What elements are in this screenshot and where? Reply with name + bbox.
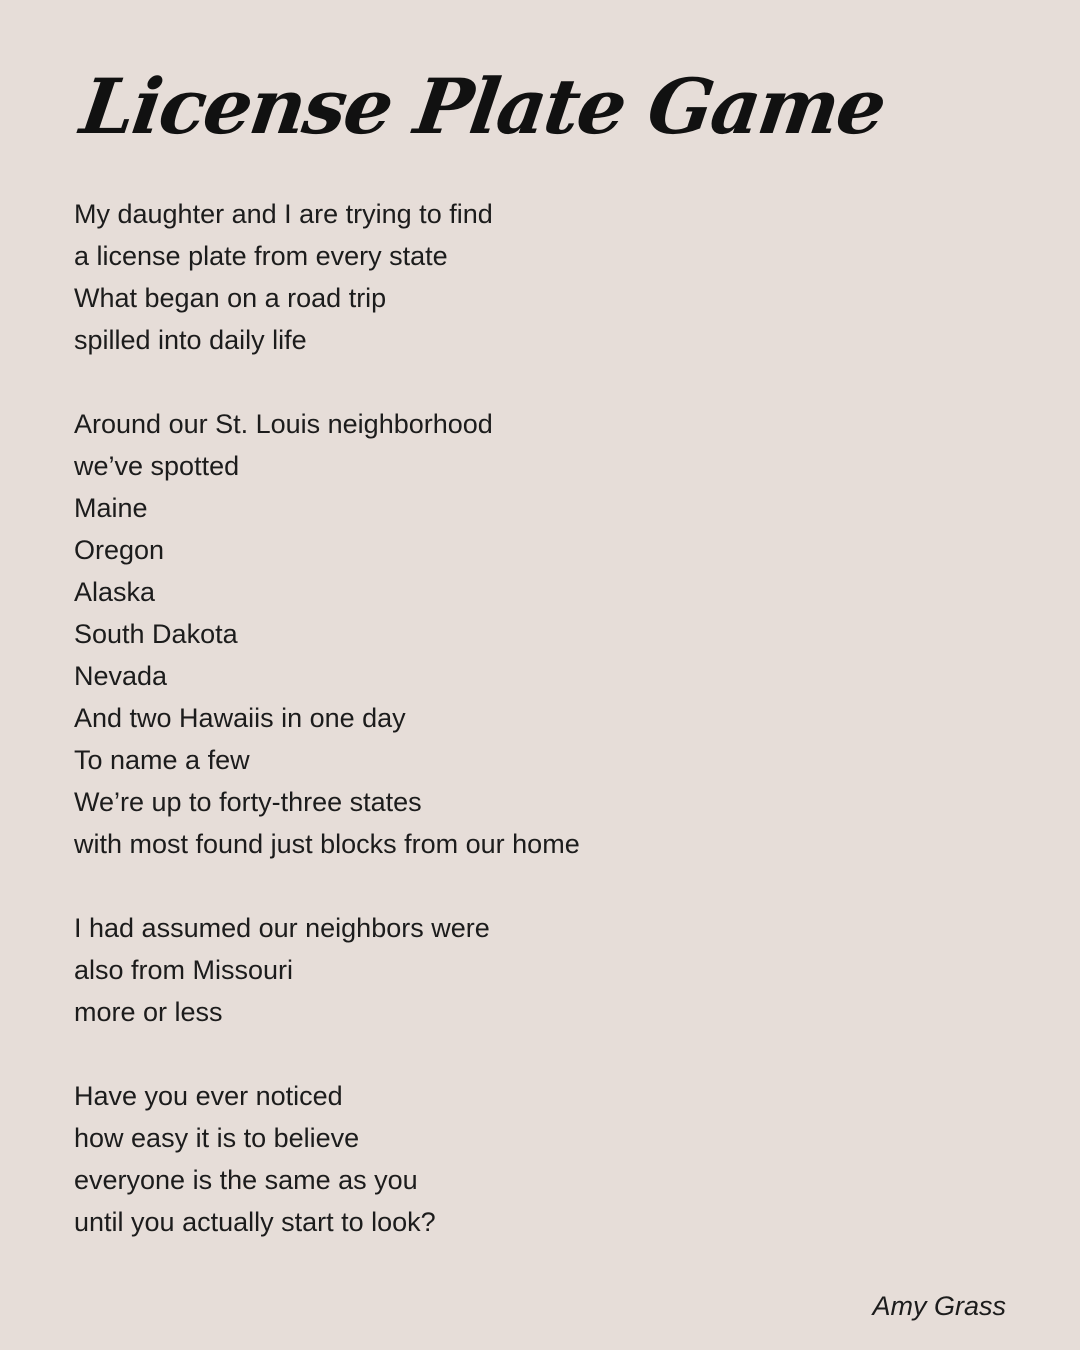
poem-body xyxy=(74,193,1014,1285)
poem-line: how easy it is to believe xyxy=(74,1123,360,1153)
poem-line: We’re up to forty-three states xyxy=(74,787,422,817)
poem-line: Alaska xyxy=(74,577,156,607)
poem-line: until you actually start to look? xyxy=(74,1207,436,1237)
poem-line: a license plate from every state xyxy=(74,241,448,271)
stanza-1 xyxy=(74,193,1014,361)
poem-line: we’ve spotted xyxy=(74,451,240,481)
poem-title: License Plate Game xyxy=(75,62,890,151)
poem-line: more or less xyxy=(74,997,223,1027)
poem-line: Have you ever noticed xyxy=(74,1081,343,1111)
stanza-4 xyxy=(74,1075,1014,1243)
poem-line: Nevada xyxy=(74,661,168,691)
poem-line: My daughter and I are trying to find xyxy=(74,199,493,229)
poem-line: with most found just blocks from our home xyxy=(74,829,580,859)
stanza-3 xyxy=(74,907,1014,1033)
poem-line: What began on a road trip xyxy=(74,283,387,313)
poem-line: And two Hawaiis in one day xyxy=(74,703,406,733)
poem-line: South Dakota xyxy=(74,619,238,649)
poem-line: Around our St. Louis neighborhood xyxy=(74,409,493,439)
poem-line: I had assumed our neighbors were xyxy=(74,913,490,943)
poem-line: everyone is the same as you xyxy=(74,1165,418,1195)
poem-line: To name a few xyxy=(74,745,250,775)
poem-line: Maine xyxy=(74,493,148,523)
poem-line: Oregon xyxy=(74,535,165,565)
poem-line: spilled into daily life xyxy=(74,325,307,355)
poem-line: also from Missouri xyxy=(74,955,294,985)
author-signature: Amy Grass xyxy=(872,1291,1006,1321)
stanza-2 xyxy=(74,403,1014,865)
